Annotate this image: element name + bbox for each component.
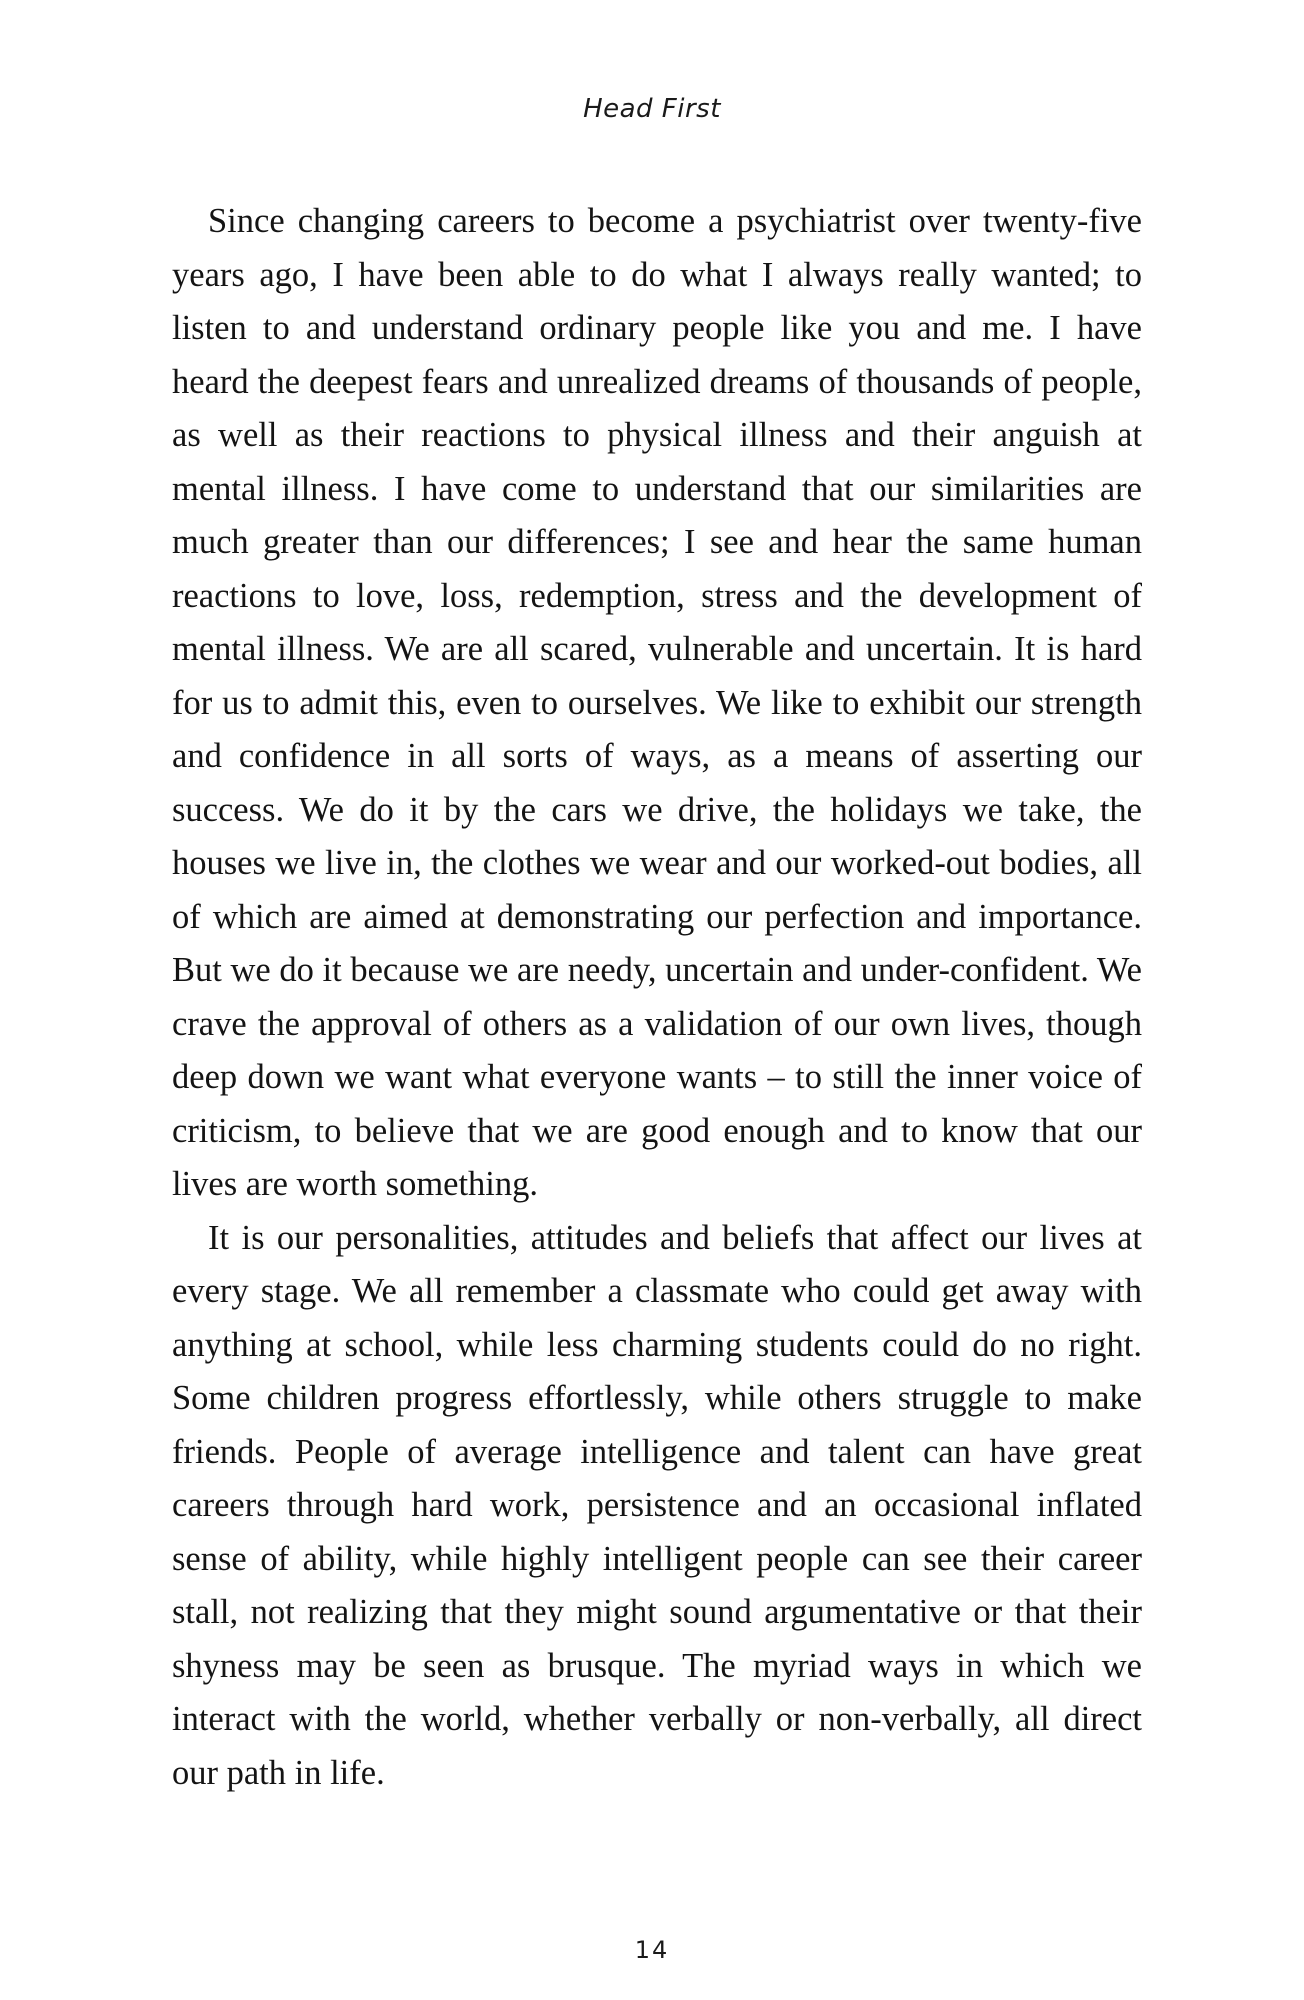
paragraph-1: Since changing careers to become a psychiatrist over twenty-five years ago, I have been able to do what I always really wanted; to listen to and understand ordinary people like you and me. I have heard the deepest fears and unrealized dreams of thousands of people, as well as their reactions to physical illness and their anguish at mental illness. I have come to understand that our similarities are much greater than our differences; I see and hear the same human reactions to love, loss, redemption, stress and the development of mental illness. We are all scared, vulnerable and uncertain. It is hard for us to admit this, even to ourselves. We like to exhibit our strength and confidence in all sorts of ways, as a means of asserting our success. We do it by the cars we drive, the holidays we take, the houses we live in, the clothes we wear and our worked-out bodies, all of which are aimed at demonstrating our perfection and importance. But we do it because we are needy, uncertain and under-confident. We crave the approval of others as a validation of our own lives, though deep down we want what everyone wants – to still the inner voice of criticism, to believe that we are good enough and to know that our lives are worth something. [172, 202, 1142, 1203]
paragraph-2: It is our personalities, attitudes and beliefs that affect our lives at every stage. We all remember a classmate who could get away with anything at school, while less charming students could do no right. Some children progress effortlessly, while others struggle to make friends. People of average intelligence and talent can have great careers through hard work, persistence and an occasional inflated sense of ability, while highly intelligent people can see their career stall, not realizing that they might sound argumentative or that their shyness may be seen as brusque. The myriad ways in which we interact with the world, whether verbally or non-verbally, all direct our path in life. [172, 1218, 1142, 1792]
page-number: 14 [634, 1936, 670, 1964]
running-head: Head First [583, 94, 721, 124]
body-text [172, 195, 1142, 1800]
